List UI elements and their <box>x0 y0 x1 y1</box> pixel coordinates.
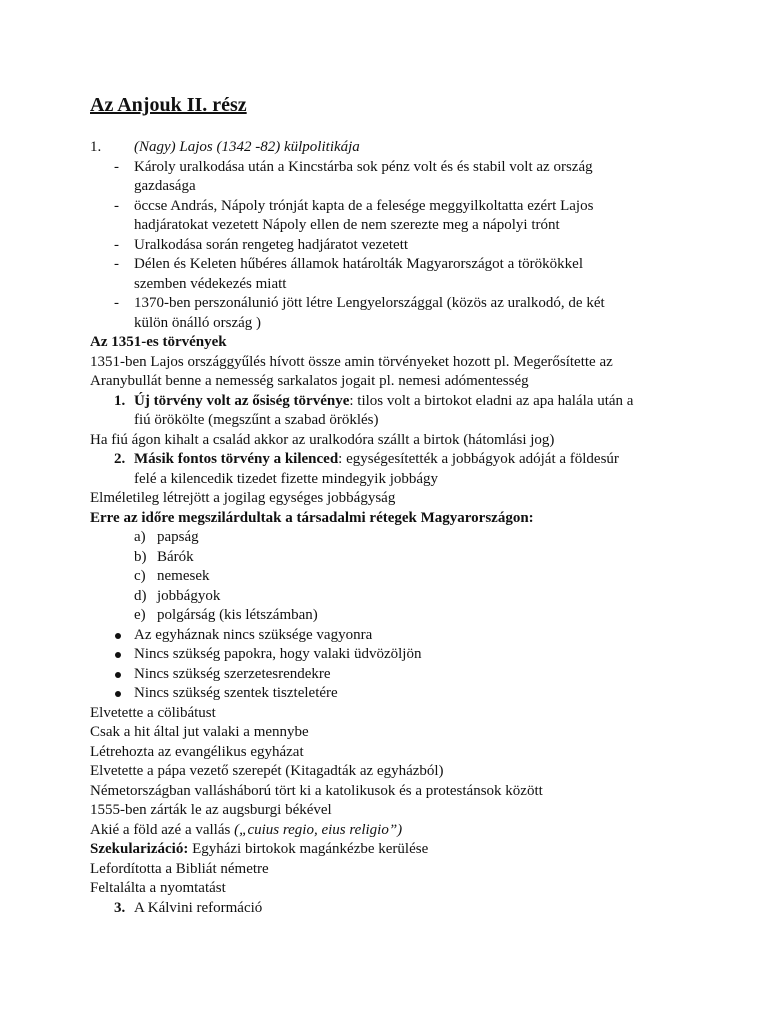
bullet-icon <box>115 672 121 678</box>
law-text: fiú örökölte (megszűnt a szabad öröklés) <box>134 412 379 428</box>
class-text: nemesek <box>157 568 210 584</box>
class-item <box>0 528 768 548</box>
class-text: papság <box>157 529 199 545</box>
secularization-line <box>0 840 768 860</box>
paragraph-text: Németországban vallásháború tört ki a katolikusok és a protestánsok között <box>90 782 543 799</box>
secularization-definition: Egyházi birtokok magánkézbe kerülése <box>188 841 429 857</box>
bullet-item <box>0 684 768 704</box>
class-item <box>0 587 768 607</box>
list-item-continuation <box>0 275 768 295</box>
bullet-icon <box>115 691 121 697</box>
law-text <box>134 392 633 412</box>
dash-marker: - <box>114 158 119 175</box>
motto-latin: („cuius regio, eius religio”) <box>234 821 403 838</box>
motto-prefix: Akié a föld azé a vallás <box>90 821 235 838</box>
class-item <box>0 548 768 568</box>
paragraph-line <box>0 860 768 880</box>
list-item-continuation <box>0 177 768 197</box>
secularization-term: Szekularizáció: <box>90 841 189 857</box>
paragraph-line <box>0 801 768 821</box>
section-number: 1. <box>90 139 102 155</box>
next-section-number: 3. <box>114 899 126 916</box>
dash-marker: - <box>114 256 119 272</box>
list-item <box>0 197 768 217</box>
list-item-continuation <box>0 216 768 236</box>
list-item <box>0 158 768 178</box>
law-description: : tilos volt a birtokot eladni az apa halála után a <box>349 392 634 409</box>
bullet-icon <box>115 633 121 639</box>
paragraph-text: Ha fiú ágon kihalt a család akkor az uralkodóra szállt a birtok (hátomlási jog) <box>90 431 555 448</box>
document-title: Az Anjouk II. rész <box>90 94 247 116</box>
document-body <box>0 138 768 918</box>
section-title: (Nagy) Lajos (1342 -82) külpolitikája <box>134 139 360 155</box>
bullet-text: Nincs szükség szentek tiszteletére <box>134 685 338 701</box>
dash-marker: - <box>114 295 119 311</box>
bullet-icon <box>115 652 121 658</box>
class-text: jobbágyok <box>157 587 221 604</box>
secularization-text <box>90 840 428 860</box>
bullet-text: Nincs szükség szerzetesrendekre <box>134 665 331 682</box>
motto-line <box>0 821 768 841</box>
paragraph-text: 1555-ben zárták le az augsburgi békével <box>90 802 332 818</box>
list-item-text: Uralkodása során rengeteg hadjáratot vezetett <box>134 236 409 253</box>
next-section <box>0 899 768 919</box>
section-heading <box>0 138 768 158</box>
laws-heading-text: Az 1351-es törvények <box>90 334 227 350</box>
law-number: 2. <box>114 451 126 467</box>
paragraph-line <box>0 723 768 743</box>
list-item-text: szemben védekezés miatt <box>134 275 287 292</box>
paragraph-text: Elméletileg létrejött a jogilag egységes jobbágyság <box>90 490 396 506</box>
paragraph-text: Feltalálta a nyomtatást <box>90 880 226 896</box>
paragraph-line <box>0 431 768 451</box>
list-item-text: hadjáratokat vezetett Nápoly ellen de nem szerezte meg a nápolyi trónt <box>134 217 560 233</box>
paragraph-text: Csak a hit által jut valaki a mennybe <box>90 724 309 740</box>
society-heading-text: Erre az időre megszilárdultak a társadalmi rétegek Magyarországon: <box>90 509 534 526</box>
bullet-text: Nincs szükség papokra, hogy valaki üdvözöljön <box>134 646 422 662</box>
paragraph-line <box>0 704 768 724</box>
class-text: Bárók <box>157 548 194 565</box>
law-number: 1. <box>114 392 126 409</box>
law-text: felé a kilencedik tizedet fizette mindegyik jobbágy <box>134 470 439 487</box>
class-letter: d) <box>134 587 147 604</box>
law-continuation <box>0 470 768 490</box>
law-title: Új törvény volt az ősiség törvénye <box>134 392 350 409</box>
law-continuation <box>0 411 768 431</box>
law-item <box>0 450 768 470</box>
motto-text <box>90 821 402 841</box>
bullet-item <box>0 626 768 646</box>
paragraph-line <box>0 743 768 763</box>
bullet-item <box>0 665 768 685</box>
class-item <box>0 567 768 587</box>
dash-marker: - <box>114 236 119 253</box>
class-letter: e) <box>134 607 146 623</box>
list-item <box>0 294 768 314</box>
paragraph-text: Létrehozta az evangélikus egyházat <box>90 743 304 760</box>
list-item-text: külön önálló ország ) <box>134 314 262 331</box>
paragraph-text: 1351-ben Lajos országgyűlés hívott össze amin törvényeket hozott pl. Megerősítette az <box>90 353 613 370</box>
list-item-text: Délen és Keleten hűbéres államok határolták Magyarországot a törökökkel <box>134 256 583 272</box>
class-letter: a) <box>134 529 146 545</box>
law-description: : egységesítették a jobbágyok adóját a földesúr <box>338 451 619 467</box>
paragraph-text: Elvetette a cölibátust <box>90 704 216 721</box>
paragraph-line <box>0 782 768 802</box>
list-item-text: öccse András, Nápoly trónját kapta de a felesége meggyilkoltatta ezért Lajos <box>134 197 594 214</box>
laws-heading <box>0 333 768 353</box>
paragraph-line <box>0 353 768 373</box>
class-letter: c) <box>134 568 146 584</box>
paragraph-line <box>0 372 768 392</box>
law-item <box>0 392 768 412</box>
list-item-text: gazdasága <box>134 178 196 194</box>
list-item <box>0 236 768 256</box>
next-section-title: A Kálvini reformáció <box>134 899 263 916</box>
law-title: Másik fontos törvény a kilenced <box>134 451 339 467</box>
list-item-text: 1370-ben perszonálunió jött létre Lengyelországgal (közös az uralkodó, de két <box>134 295 605 311</box>
bullet-item <box>0 645 768 665</box>
law-text <box>134 450 619 470</box>
class-item <box>0 606 768 626</box>
paragraph-line <box>0 879 768 899</box>
paragraph-line <box>0 489 768 509</box>
paragraph-line <box>0 762 768 782</box>
list-item <box>0 255 768 275</box>
bullet-text: Az egyháznak nincs szüksége vagyonra <box>134 626 373 643</box>
society-heading <box>0 509 768 529</box>
list-item-continuation <box>0 314 768 334</box>
class-letter: b) <box>134 548 147 565</box>
paragraph-text: Lefordította a Bibliát németre <box>90 860 269 877</box>
paragraph-text: Elvetette a pápa vezető szerepét (Kitagadták az egyházból) <box>90 763 444 779</box>
dash-marker: - <box>114 197 119 214</box>
list-item-text: Károly uralkodása után a Kincstárba sok pénz volt és és stabil volt az ország <box>134 158 593 175</box>
paragraph-text: Aranybullát benne a nemesség sarkalatos jogait pl. nemesi adómentesség <box>90 373 529 389</box>
class-text: polgárság (kis létszámban) <box>157 607 318 623</box>
